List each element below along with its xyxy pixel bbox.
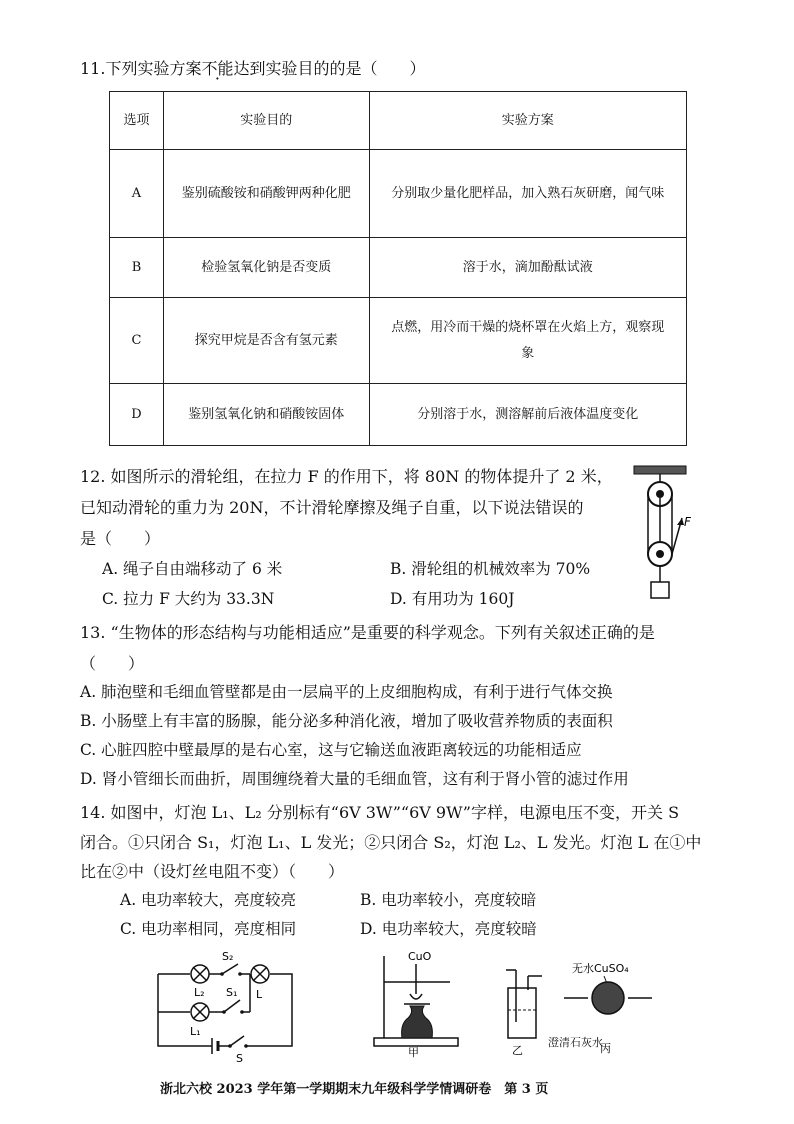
label-bing: 丙 (600, 1042, 611, 1055)
gas-bottle (508, 988, 536, 1038)
label-s1: S₁ (226, 986, 238, 999)
q13-option-d: D. 肾小管细长而曲折，周围缠绕着大量的毛细血管，这有利于肾小管的滤过作用 (80, 770, 629, 788)
q14-option-d: D. 电功率较大，亮度较暗 (360, 920, 537, 938)
q14-line1: 14. 如图中，灯泡 L₁、L₂ 分别标有“6V 3W”“6V 9W”字样，电源电压不变，开关 S (80, 803, 680, 822)
load-block (651, 582, 669, 598)
label-l1: L₁ (190, 1025, 201, 1038)
q14-line2: 闭合。①只闭合 S₁，灯泡 L₁、L 发光；②只闭合 S₂，灯泡 L₂、L 发光。灯泡 L 在①中 (80, 833, 702, 852)
label-s2: S₂ (222, 950, 234, 963)
apparatus-bing (560, 960, 660, 1056)
apparatus-jia (370, 946, 470, 1058)
q13-option-b: B. 小肠壁上有丰富的肠腺，能分泌多种消化液，增加了吸收营养物质的表面积 (80, 712, 613, 730)
q12-line1: 12. 如图所示的滑轮组，在拉力 F 的作用下，将 80N 的物体提升了 2 米， (80, 467, 613, 486)
table-cell-plan-wrap (369, 298, 686, 384)
q13-line1: 13. “生物体的形态结构与功能相适应”是重要的科学观念。下列有关叙述正确的是 (80, 623, 655, 642)
ceiling-beam (634, 466, 686, 474)
burner-icon (402, 1006, 433, 1038)
page-footer: 浙北六校 2023 学年第一学期期末九年级科学学情调研卷 第 3 页 (160, 1082, 549, 1097)
label-s: S (236, 1052, 243, 1064)
q13-line2: （ ） (80, 654, 145, 673)
table-row (110, 150, 687, 238)
q11-number: 11. (80, 59, 106, 78)
q14-line3: 比在②中（设灯丝电阻不变）（ ） (80, 862, 345, 881)
q12-option-b: B. 滑轮组的机械效率为 70% (390, 560, 591, 578)
label-l: L (256, 988, 263, 1001)
force-label: F (684, 515, 691, 529)
table-row (110, 384, 687, 446)
q12-line2: 已知动滑轮的重力为 20N，不计滑轮摩擦及绳子自重，以下说法错误的 (80, 498, 584, 517)
q14-option-b: B. 电功率较小，亮度较暗 (360, 891, 537, 909)
q14-option-c: C. 电功率相同，亮度相同 (120, 920, 297, 938)
q11-stem (80, 56, 426, 79)
label-jia: 甲 (408, 1046, 419, 1058)
q12-option-d: D. 有用功为 160J (390, 590, 515, 608)
table-cell-plan-cont: 象 (521, 345, 535, 361)
pulley-figure (624, 462, 704, 604)
cuso4-label: 无水CuSO₄ (572, 962, 629, 975)
table-cell-option: A (110, 150, 164, 238)
q13-option-c: C. 心脏四腔中壁最厚的是右心室，这与它输送血液距离较远的功能相适应 (80, 741, 582, 759)
table-cell-plan: 分别溶于水，测溶解前后液体温度变化 (369, 384, 686, 446)
q11-stem-post: 达到实验目的的是（ ） (233, 59, 426, 78)
table-row (110, 238, 687, 298)
q14-option-a: A. 电功率较大，亮度较亮 (120, 891, 297, 909)
q11-stem-pre: 下列实验方案 (105, 59, 202, 78)
q11-table (109, 91, 687, 446)
table-cell-purpose: 探究甲烷是否含有氢元素 (163, 298, 369, 384)
circuit-diagram (150, 946, 300, 1064)
drying-bulb (592, 982, 624, 1014)
limewater-label: 澄清石灰水 (548, 1036, 603, 1049)
switch-s2 (222, 964, 238, 974)
table-cell-plan: 分别取少量化肥样品，加入熟石灰研磨，闻气味 (369, 150, 686, 238)
label-yi: 乙 (512, 1044, 523, 1057)
q12-option-c: C. 拉力 F 大约为 33.3N (102, 590, 275, 608)
table-cell-option: D (110, 384, 164, 446)
table-cell-purpose: 检验氢氧化钠是否变质 (163, 238, 369, 298)
table-cell-option: C (110, 298, 164, 384)
q13-option-a: A. 肺泡壁和毛细血管壁都是由一层扁平的上皮细胞构成，有利于进行气体交换 (80, 683, 613, 701)
table-row (110, 298, 687, 384)
table-cell-purpose: 鉴别氢氧化钠和硝酸铵固体 (163, 384, 369, 446)
q12-option-a: A. 绳子自由端移动了 6 米 (102, 560, 283, 578)
q11-stem-emph: 不能 (201, 59, 234, 78)
label-l2: L₂ (194, 986, 205, 999)
table-cell-purpose: 鉴别硫酸铵和硝酸钾两种化肥 (163, 150, 369, 238)
table-header: 选项 (110, 92, 164, 150)
table-header-row (110, 92, 687, 150)
table-header: 实验方案 (369, 92, 686, 150)
table-cell-plan: 溶于水，滴加酚酞试液 (369, 238, 686, 298)
table-header: 实验目的 (163, 92, 369, 150)
switch-s1 (224, 1000, 240, 1012)
q12-line3: 是（ ） (80, 529, 161, 548)
table-cell-plan: 点燃，用冷而干燥的烧杯罩在火焰上方，观察现 (391, 319, 665, 335)
switch-s (230, 1036, 244, 1046)
table-cell-option: B (110, 238, 164, 298)
cuo-label: CuO (408, 950, 432, 963)
